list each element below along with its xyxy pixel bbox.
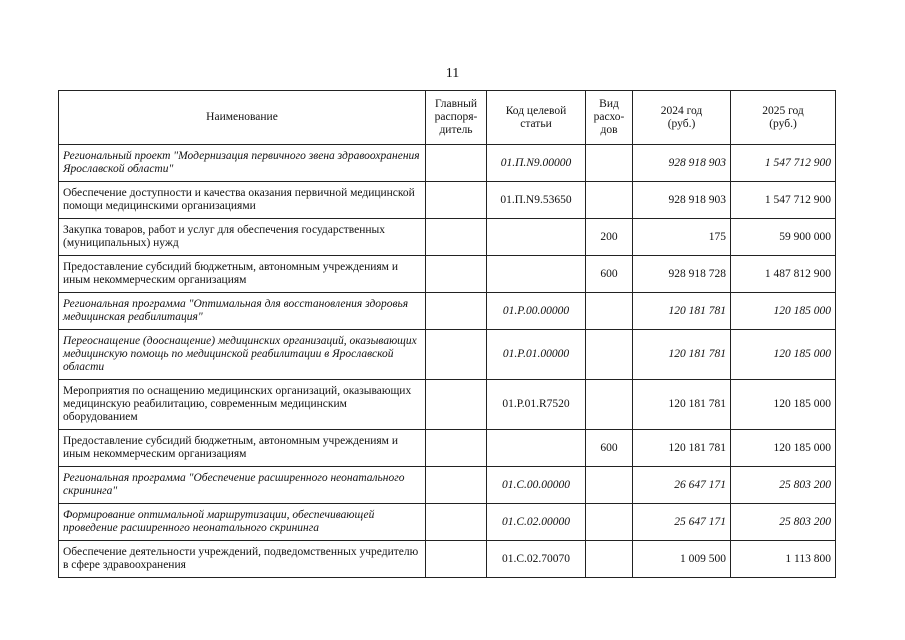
row-2024: 928 918 903 [633,145,731,182]
row-code: 01.Р.01.00000 [487,330,586,380]
row-code: 01.Р.00.00000 [487,293,586,330]
row-2025: 1 113 800 [731,541,836,578]
table-row [59,380,836,430]
header-name: Наименование [59,91,426,145]
header-2024: 2024 год (руб.) [633,91,731,145]
row-glav [426,380,487,430]
row-2024: 120 181 781 [633,330,731,380]
row-name: Закупка товаров, работ и услуг для обеспечения государственных (муниципальных) нужд [59,219,426,256]
row-name: Переоснащение (дооснащение) медицинских организаций, оказывающих медицинскую помощь по медицинской реабилитации в Ярославской области [59,330,426,380]
budget-table [58,90,836,578]
row-name: Предоставление субсидий бюджетным, автономным учреждениям и иным некоммерческим организациям [59,256,426,293]
row-code: 01.Р.01.R7520 [487,380,586,430]
table-row [59,293,836,330]
row-vid: 600 [586,430,633,467]
table-header-row [59,91,836,145]
row-glav [426,145,487,182]
table-row [59,145,836,182]
row-2025: 1 547 712 900 [731,182,836,219]
row-2024: 1 009 500 [633,541,731,578]
row-name: Обеспечение деятельности учреждений, подведомственных учредителю в сфере здравоохранения [59,541,426,578]
row-2024: 928 918 728 [633,256,731,293]
row-code [487,430,586,467]
row-2025: 59 900 000 [731,219,836,256]
row-vid: 600 [586,256,633,293]
row-glav [426,182,487,219]
table-row [59,256,836,293]
row-code [487,219,586,256]
row-name: Предоставление субсидий бюджетным, автономным учреждениям и иным некоммерческим организациям [59,430,426,467]
row-name: Обеспечение доступности и качества оказания первичной медицинской помощи медицинскими организациями [59,182,426,219]
row-glav [426,430,487,467]
row-glav [426,541,487,578]
row-name: Формирование оптимальной маршрутизации, обеспечивающей проведение расширенного неонатального скрининга [59,504,426,541]
row-2025: 120 185 000 [731,430,836,467]
row-code: 01.П.N9.00000 [487,145,586,182]
row-2025: 25 803 200 [731,504,836,541]
row-2024: 120 181 781 [633,293,731,330]
row-2024: 175 [633,219,731,256]
row-vid [586,330,633,380]
row-2024: 928 918 903 [633,182,731,219]
row-vid [586,504,633,541]
row-glav [426,467,487,504]
row-code [487,256,586,293]
table-row [59,430,836,467]
row-2024: 120 181 781 [633,380,731,430]
table-row [59,219,836,256]
row-name: Региональная программа "Обеспечение расширенного неонатального скрининга" [59,467,426,504]
row-vid [586,380,633,430]
row-2024: 120 181 781 [633,430,731,467]
row-vid [586,293,633,330]
header-glav: Главный распоря- дитель [426,91,487,145]
row-glav [426,293,487,330]
row-glav [426,330,487,380]
row-name: Мероприятия по оснащению медицинских организаций, оказывающих медицинскую реабилитацию, современным медицинским оборудованием [59,380,426,430]
row-code: 01.С.02.00000 [487,504,586,541]
row-vid [586,182,633,219]
row-2025: 25 803 200 [731,467,836,504]
row-code: 01.П.N9.53650 [487,182,586,219]
row-code: 01.С.02.70070 [487,541,586,578]
row-vid [586,541,633,578]
table-row [59,182,836,219]
table-row [59,330,836,380]
row-glav [426,256,487,293]
table-row [59,541,836,578]
table-row [59,504,836,541]
row-glav [426,504,487,541]
row-2025: 120 185 000 [731,330,836,380]
row-vid: 200 [586,219,633,256]
header-code: Код целевой статьи [487,91,586,145]
row-2024: 26 647 171 [633,467,731,504]
row-2025: 120 185 000 [731,380,836,430]
page-number: 11 [445,66,460,81]
table-row [59,467,836,504]
row-2024: 25 647 171 [633,504,731,541]
header-vid: Вид расхо- дов [586,91,633,145]
row-2025: 1 487 812 900 [731,256,836,293]
row-code: 01.С.00.00000 [487,467,586,504]
row-2025: 120 185 000 [731,293,836,330]
row-name: Региональная программа "Оптимальная для восстановления здоровья медицинская реабилитация" [59,293,426,330]
row-glav [426,219,487,256]
row-vid [586,467,633,504]
header-2025: 2025 год (руб.) [731,91,836,145]
row-name: Региональный проект "Модернизация первичного звена здравоохранения Ярославской области" [59,145,426,182]
row-vid [586,145,633,182]
row-2025: 1 547 712 900 [731,145,836,182]
